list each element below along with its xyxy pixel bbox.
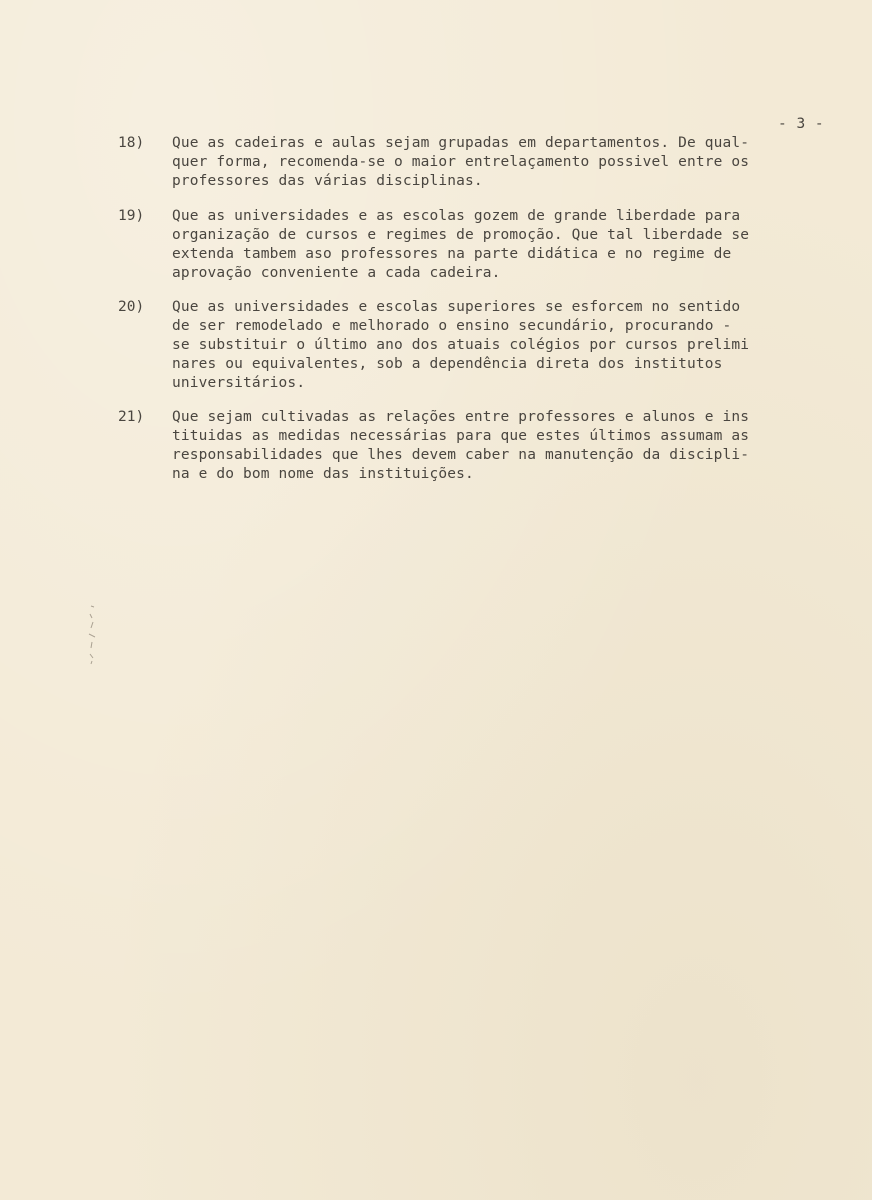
text-line: organização de cursos e regimes de promoção. Que tal liberdade se: [172, 227, 750, 243]
text-line: aprovação conveniente a cada cadeira.: [172, 265, 501, 281]
text-line: Que sejam cultivadas as relações entre professores e alunos e ins: [172, 409, 750, 425]
item-text: [172, 134, 838, 191]
text-line: nares ou equivalentes, sob a dependência direta dos institutos: [172, 356, 723, 372]
text-line: professores das várias disciplinas.: [172, 173, 483, 189]
text-line: Que as universidades e as escolas gozem de grande liberdade para: [172, 208, 741, 224]
text-line: Que as universidades e escolas superiores se esforcem no sentido: [172, 299, 741, 315]
text-line: se substituir o último ano dos atuais colégios por cursos prelimi: [172, 337, 750, 353]
item-number: 19): [118, 208, 145, 224]
item-text: [172, 207, 838, 283]
item-number: 20): [118, 299, 145, 315]
text-line: de ser remodelado e melhorado o ensino secundário, procurando -: [172, 318, 732, 334]
text-line: na e do bom nome das instituições.: [172, 466, 474, 482]
item-number: 21): [118, 409, 145, 425]
item-text: [172, 298, 838, 393]
item-text: [172, 408, 838, 484]
text-line: extenda tambem aso professores na parte didática e no regime de: [172, 246, 732, 262]
text-line: universitários.: [172, 375, 306, 391]
text-line: responsabilidades que lhes devem caber na manutenção da discipli-: [172, 447, 750, 463]
text-line: quer forma, recomenda-se o maior entrelaçamento possivel entre os: [172, 154, 750, 170]
margin-mark-icon: [86, 604, 98, 666]
page-number: - 3 -: [778, 116, 825, 132]
text-line: tituidas as medidas necessárias para que estes últimos assumam as: [172, 428, 750, 444]
item-number: 18): [118, 135, 145, 151]
text-line: Que as cadeiras e aulas sejam grupadas em departamentos. De qual-: [172, 135, 750, 151]
